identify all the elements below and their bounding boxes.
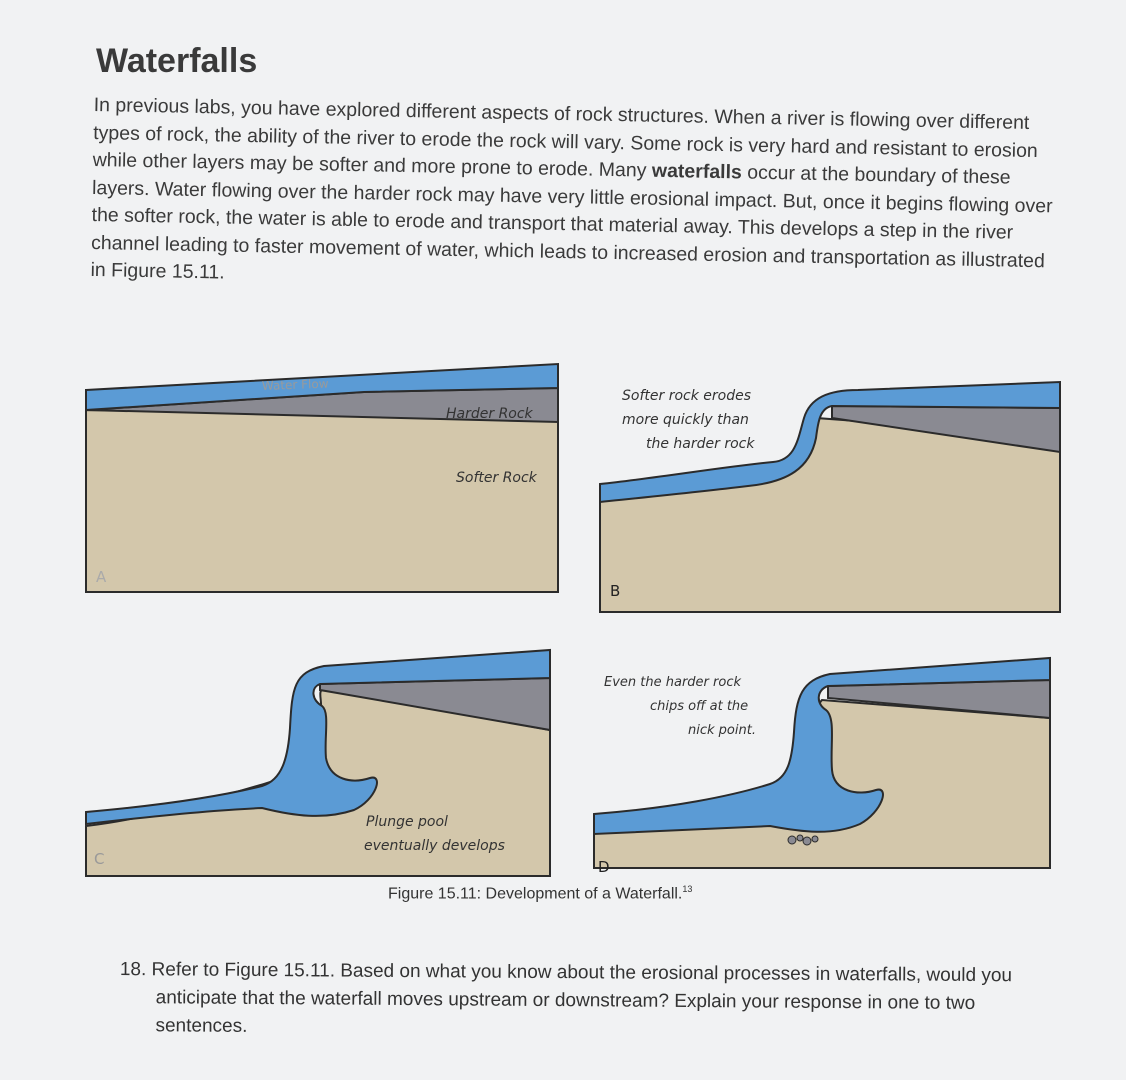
harder-rock-label: Harder Rock — [446, 406, 533, 422]
figure-panel-c — [84, 648, 556, 878]
panel-d-note-line2: chips off at the — [650, 699, 749, 714]
panel-letter-d: D — [598, 858, 610, 876]
intro-bold-term: waterfalls — [651, 159, 743, 184]
intro-text-start: In previous labs, you have explored different aspects of rock structures. When a river is flowing over different types of rock, the ability of the river to erode the rock will vary. Some rock is very hard and resistant to erosion while other layers may be softer and more prone to erode. Many — [92, 93, 1038, 182]
panel-letter-b: B — [610, 582, 621, 600]
intro-text-end: occur at the boundary of these layers. Water flowing over the harder rock may have very little erosional impact. But, once it begins flowing over the softer rock, the water is able to erode and transport that material away. This develops a step in the river channel leading to faster movement of water, which leads to increased erosion and transportation as illustrated in Figure 15.11. — [90, 161, 1053, 284]
soft-rock-layer — [86, 410, 558, 592]
softer-rock-label: Softer Rock — [456, 470, 537, 486]
panel-letter-c: C — [94, 850, 105, 868]
panel-c-note-line1: Plunge pool — [366, 814, 448, 830]
figure-panel-b — [598, 378, 1068, 616]
panel-d-note-line3: nick point. — [688, 723, 756, 738]
question-18: 18. Refer to Figure 15.11. Based on what you know about the erosional processes in waterfalls, would you anticipate that the waterfall moves upstream or downstream? Explain your response in one to two sentences. — [119, 958, 1013, 1037]
figure-panel-d — [592, 656, 1056, 886]
panel-c-note-line2: eventually develops — [364, 838, 505, 854]
intro-paragraph — [90, 92, 1062, 303]
figure-panel-a — [84, 362, 564, 598]
panel-letter-a: A — [96, 568, 107, 586]
water-flow-label: Water Flow — [261, 376, 329, 393]
panel-d-note-line1: Even the harder rock — [604, 675, 741, 690]
panel-b-note-line2: more quickly than — [622, 412, 749, 428]
caption-reference: 13 — [682, 884, 693, 894]
figure-caption-text: Figure 15.11: Development of a Waterfall. — [388, 885, 683, 903]
panel-b-note-line3: the harder rock — [646, 436, 755, 452]
page-title: Waterfalls — [96, 42, 258, 80]
figure-caption — [388, 884, 692, 903]
panel-b-note-line1: Softer rock erodes — [622, 388, 751, 404]
